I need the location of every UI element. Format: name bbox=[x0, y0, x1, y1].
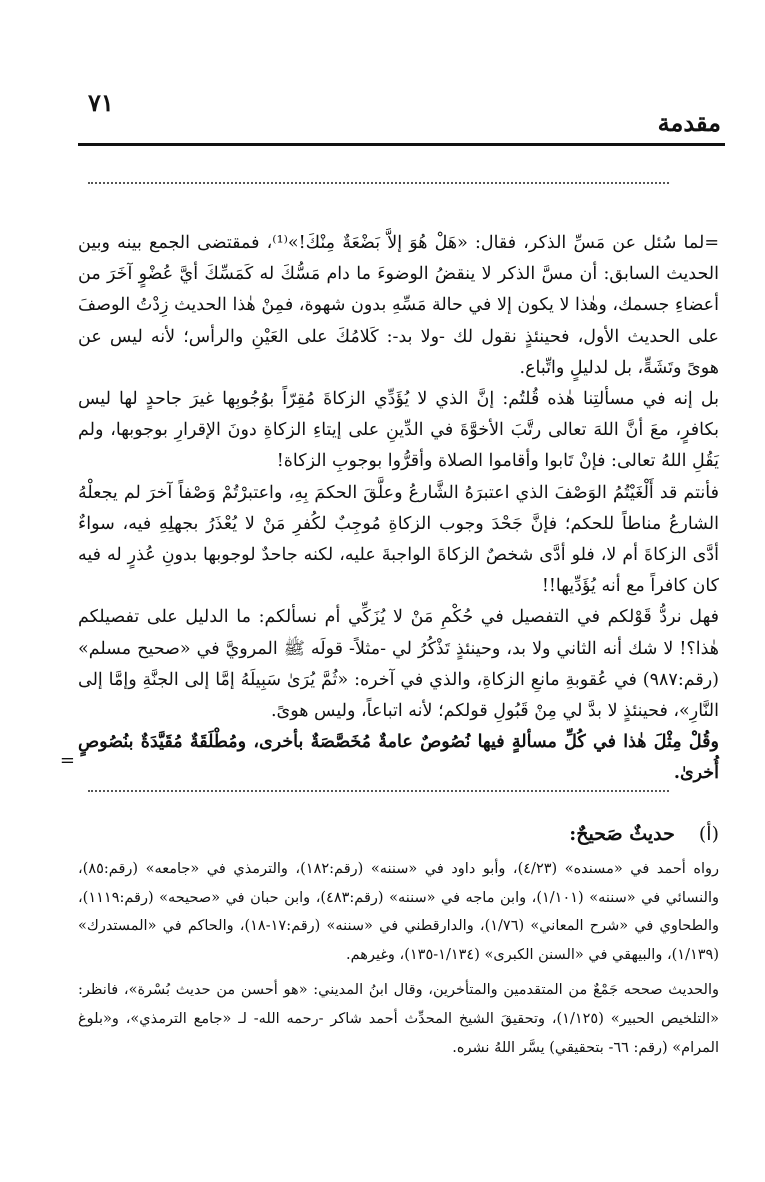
main-text bbox=[78, 228, 719, 790]
paragraph-2: بل إنه في مسألتِنا هٰذه قُلتُم: إنَّ الذي لا يُؤَدِّي الزكاةَ مُقِرّاً بوُجُوبِها غيرَ جاحدٍ لها ليس بكافرٍ، معَ أنَّ اللهَ تعالى رتَّبَ الأخوَّةَ في الدِّينِ على إيتاءِ الزكاةِ دونَ الإقرارِ بوجوبها، ولم يَقُلِ اللهُ تعالى: فإنْ تَابوا وأقاموا الصلاة وأقرُّوا بوجوبِ الزكاة! bbox=[78, 389, 719, 472]
footnote-marker: (أ) bbox=[698, 823, 719, 845]
footnote-paragraph-1: رواه أحمد في «مسنده» (٤/٢٣)، وأبو داود في «سننه» (رقم:١٨٢)، والترمذي في «جامعه» (رقم:٨٥)، والنسائي في «سننه» (١/١٠١)، وابن ماجه في «سننه» (رقم:٤٨٣)، وابن حبان في «صحيحه» (رقم:١١١٩)، والطحاوي في «شرح المعاني» (١/٧٦)، والدارقطني في «سننه» (رقم:١٧-١٨)، والحاكم في «المستدرك» (١/١٣٩)، والبيهقي في «السنن الكبرى» (١/١٣٤-١٣٥)، وغيرهم. bbox=[78, 860, 719, 964]
footnote-dotted-divider bbox=[88, 790, 669, 792]
footnote-heading: حديثٌ صَحيحٌ: bbox=[569, 823, 675, 845]
footnote-paragraph-2: والحديث صححه جَمْعٌ من المتقدمين والمتأخرين، وقال ابنُ المديني: «هو أحسن من حديث بُسْرة»، فانظر: «التلخيص الحبير» (١/١٢٥)، وتحقيقَ الشيخ المحدِّث أحمد شاكر -رحمه الله- لـ «جامع الترمذي»، و«بلوغ المرام» (رقم: ٦٦- بتحقيقي) يسَّر اللهُ نشره. bbox=[78, 981, 719, 1056]
footnote-heading-line bbox=[78, 820, 719, 849]
top-dotted-divider bbox=[88, 182, 669, 184]
footnote bbox=[78, 820, 719, 1062]
page-number: ٧١ bbox=[88, 88, 114, 117]
running-title: مقدمة bbox=[657, 108, 721, 137]
paragraph-3: فأنتم قد أَلْغَيْتُمُ الوَصْفَ الذي اعتبرَهُ الشَّارعُ وعلَّقَ الحكمَ بِهِ، واعتبرْتُمْ وَصْفاً آخرَ لم يجعلْهُ الشارعُ مناطاً للحكم؛ فإنَّ جَحْدَ وجوب الزكاةِ مُوجِبٌ لكُفرِ مَنْ لا يُعْذَرُ بجهلِهِ فيه، سواءٌ أدَّى الزكاةَ أم لا، فلو أدَّى شخصٌ الزكاةَ الواجبةَ عليه، لكنه جاحدٌ لوجوبها بدونِ عُذرٍ له فيه كان كافراً مع أنه يُؤَدِّيها!! bbox=[78, 482, 719, 597]
paragraph-4: فهل نردُّ قَوْلكم في التفصيل في حُكْمِ مَنْ لا يُزَكِّي أم نسألكم: ما الدليل على تفصيلكم هٰذا؟! لا شك أنه الثاني ولا بد، وحينئذٍ تَذْكُرُ لي -مثلاً- قولَه ﷺ المرويَّ في «صحيح مسلم» (رقم:٩٨٧) في عُقوبةِ مانعِ الزكاةِ، والذي في آخره: «ثُمَّ يُرَىٰ سَبِيلَهُ إمَّا إلى الجنَّةِ وإمَّا إلى النَّارِ»، فحينئذٍ لا بدَّ لي مِنْ قَبُولِ قولكم؛ لأنه اتباعاً، وليس هوىً. bbox=[78, 607, 719, 722]
paragraph-5: وقُلْ مِثْلَ هٰذا في كُلِّ مسألةٍ فيها نُصُوصٌ عامةٌ مُخَصَّصَةٌ بأخرى، ومُطْلَقَةٌ مُقَيَّدَةٌ بنُصُوصٍ أُخرىٰ. bbox=[78, 732, 719, 784]
header-rule bbox=[78, 143, 725, 146]
continuation-mark: = bbox=[59, 750, 75, 771]
paragraph-1: =لما سُئل عن مَسِّ الذكر، فقال: «هَلْ هُوَ إلاَّ بَضْعَةٌ مِنْكَ!»⁽¹⁾، فمقتضى الجمع بينه وبين الحديث السابق: أن مسَّ الذكر لا ينقضُ الوضوءَ ما دام مَسُّكَ له كَمَسِّكَ أيَّ عُضْوٍ آخَرَ من أعضاءِ جسمك، وهٰذا لا يكون إلا في حالة مَسِّهِ بدون شهوة، فمِنْ هٰذا الحديث زِدْتُ الوصفَ على الحديث الأول، فحينئذٍ نقول لك -ولا بد-: كَلامُكَ على العَيْنِ والرأس؛ لأنه ليس عن هوىً وتَشَهٍّ، بل لدليلٍ واتِّباع. bbox=[78, 233, 719, 378]
